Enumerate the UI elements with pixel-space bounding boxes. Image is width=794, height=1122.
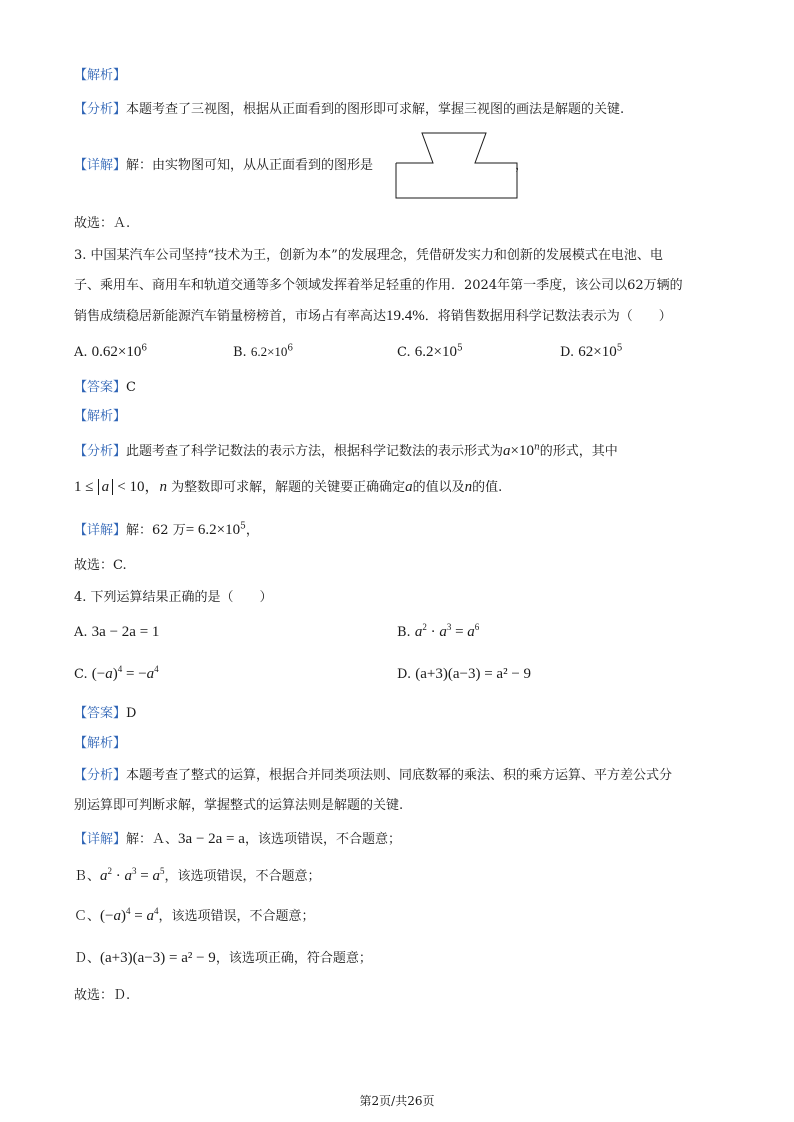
answer-line: 故选：Ａ. [74,216,131,231]
option-c: C. $(-a)^4 = -a^4$ [74,664,159,682]
answer-line: 故选：Ｄ. [74,988,131,1003]
detail-line: 【详解】解：62 万= $6.2\times 10^5$， [74,521,259,538]
question-3-line-1: 3. 中国某汽车公司坚持“技术为王，创新为本”的发展理念，凭借研发实力和创新的发展模式在电池、电 [74,248,663,263]
detail-line: 【详解】解：由实物图可知，从从正面看到的图形是 [74,158,374,173]
analysis-line-2: 1 ≤ a < 10，n 为整数即可求解，解题的关键要正确确定a的值以及n的值. [74,479,503,495]
detail-line-a: 【详解】解：Ａ、3a − 2a = a，该选项错误，不合题意； [74,831,401,847]
option-d: D. $62\times 10^5$ [560,343,623,360]
question-3-line-3: 销售成绩稳居新能源汽车销量榜榜首，市场占有率高达19.4%．将销售数据用科学记数法表示为（ ） [74,308,672,324]
detail-tail: ， [515,158,529,173]
answer-tag-line: 【答案】C [74,380,136,395]
jiexi-tag: 【解析】 [74,68,127,83]
jiexi-tag: 【解析】 [74,409,127,424]
question-4-stem: 4. 下列运算结果正确的是（ ） [74,590,273,605]
page-footer: 第2页/共26页 [359,1094,435,1108]
question-3-line-2: 子、乘用车、商用车和轨道交通等多个领域发挥着举足轻重的作用．2024年第一季度，该公司以62万辆的 [74,278,683,293]
option-d: D. (a+3)(a−3) = a² − 9 [397,666,532,682]
option-a: A. 3a − 2a = 1 [74,624,160,640]
jiexi-tag: 【解析】 [74,736,127,751]
detail-line-d: Ｄ、(a+3)(a−3) = a² − 9，该选项正确，符合题意； [74,950,372,966]
answer-tag-line: 【答案】D [74,706,137,721]
analysis-line: 【分析】本题考查了三视图，根据从正面看到的图形即可求解，掌握三视图的画法是解题的关键. [74,102,625,117]
option-b: B. $6.2\times 10^6$ [233,343,294,360]
analysis-line-1: 【分析】此题考查了科学记数法的表示方法，根据科学记数法的表示形式为$a\times 10^n$的形式，其中 [74,442,618,459]
detail-line-b: Ｂ、$a^2 \cdot a^3 = a^5$，该选项错误，不合题意； [74,866,321,884]
option-b: B. $a^2 \cdot a^3 = a^6$ [397,622,480,640]
option-a: A. $0.62\times 10^6$ [74,343,148,360]
option-c: C. $6.2\times 10^5$ [397,343,463,360]
front-view-figure [395,131,521,205]
analysis-line-2: 别运算即可判断求解，掌握整式的运算法则是解题的关键. [74,798,404,813]
detail-line-c: Ｃ、$(-a)^4 = a^4$，该选项错误，不合题意； [74,906,315,924]
answer-line: 故选：C. [74,558,127,573]
analysis-line-1: 【分析】本题考查了整式的运算，根据合并同类项法则、同底数幂的乘法、积的乘方运算、平方差公式分 [74,768,673,783]
